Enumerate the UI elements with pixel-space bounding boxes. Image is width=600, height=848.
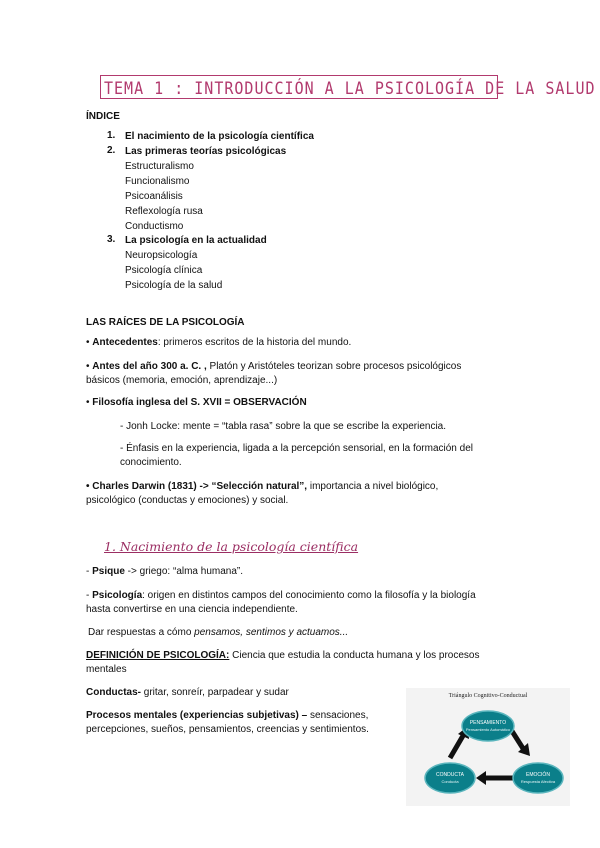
definicion-line [86, 649, 480, 662]
index-item-1: El nacimiento de la psicología científica [125, 131, 314, 142]
node-top [462, 711, 514, 741]
node-left [425, 763, 475, 793]
conductas-text: gritar, sonreír, parpadear y sudar [141, 687, 289, 698]
dar-text: Dar respuestas a cómo [88, 627, 195, 638]
index-sub: Psicoanálisis [125, 191, 183, 202]
procesos-line-2: percepciones, sueños, pensamientos, creencias y sentimientos. [86, 724, 369, 735]
index-item-2: Las primeras teorías psicológicas [125, 146, 287, 157]
index-sub: Conductismo [125, 221, 184, 232]
antecedentes-line: • Antecedentes: primeros escritos de la historia del mundo. [86, 337, 352, 348]
index-heading: ÍNDICE [86, 111, 120, 122]
procesos-text: sensaciones, [307, 710, 369, 721]
arrow-left-top [450, 734, 464, 758]
node-top-label: PENSAMIENTO [469, 720, 507, 726]
filosofia-term: Filosofía inglesa del S. XVII = OBSERVACIÓN [92, 397, 307, 408]
psicologia-text: : origen en distintos campos del conocimiento como la filosofía y la biología [142, 590, 476, 601]
index-item-3: La psicología en la actualidad [125, 235, 267, 246]
node-left-label: CONDUCTA [436, 772, 464, 778]
psique-line: - Psique -> griego: “alma humana”. [86, 566, 244, 577]
index-num-2: 2. [107, 145, 116, 156]
psicologia-line: - Psicología: origen en distintos campos del conocimiento como la filosofía y la biología [86, 590, 476, 601]
psicologia-line-2: hasta convertirse en una ciencia independiente. [86, 604, 298, 615]
darwin-text: importancia a nivel biológico, [307, 481, 439, 492]
filosofia-line: • Filosofía inglesa del S. XVII = OBSERVACIÓN [86, 397, 307, 408]
conductas-term: Conductas- [86, 687, 141, 698]
index-sub: Psicología de la salud [125, 280, 223, 291]
index-num-3: 3. [107, 234, 116, 245]
index-sub: Funcionalismo [125, 176, 190, 187]
darwin-term: • Charles Darwin (1831) -> “Selección natural”, [86, 481, 308, 492]
enfasis-line: - Énfasis en la experiencia, ligada a la percepción sensorial, en la formación del [120, 443, 473, 454]
enfasis-line-2: conocimiento. [120, 457, 182, 468]
index-sub: Neuropsicología [125, 250, 198, 261]
psique-term: Psique [92, 566, 125, 577]
cognitive-triangle-figure [406, 688, 570, 806]
darwin-line-2: psicológico (conductas y emociones) y social. [86, 495, 289, 506]
diagram-title: Triángulo Cognitivo-Conductual [448, 693, 528, 699]
node-left-sublabel: Conducta [441, 779, 459, 784]
conductas-line [86, 686, 289, 699]
roots-heading: LAS RAÍCES DE LA PSICOLOGÍA [86, 317, 245, 328]
dar-italic: pensamos, sentimos y actuamos... [194, 627, 349, 638]
page-title: TEMA 1 : INTRODUCCIÓN A LA PSICOLOGÍA DE LA SALUD [104, 78, 596, 99]
definicion-term: DEFINICIÓN DE PSICOLOGÍA: [86, 650, 230, 661]
psique-text: -> griego: “alma humana”. [124, 566, 244, 577]
antes-line: • Antes del año 300 a. C. , Platón y Aristóteles teorizan sobre procesos psicológicos [86, 361, 462, 372]
darwin-line [86, 480, 438, 493]
procesos-term: Procesos mentales (experiencias subjetivas) – [86, 710, 308, 721]
procesos-line [86, 709, 368, 722]
definicion-line-2: mentales [86, 664, 127, 675]
arrow-head-left [476, 771, 486, 785]
node-right-label: EMOCIÓN [526, 772, 550, 778]
node-top-sublabel: Pensamiento Automático [465, 727, 511, 732]
node-right [513, 763, 563, 793]
section-heading: 1. Nacimiento de la psicología científica [104, 539, 359, 554]
antes-text: Platón y Aristóteles teorizan sobre procesos psicológicos [206, 361, 462, 372]
index-num-1: 1. [107, 130, 116, 141]
index-sub: Reflexología rusa [125, 206, 203, 217]
node-right-sublabel: Respuesta Afectiva [520, 779, 556, 784]
locke-line: - Jonh Locke: mente = “tabla rasa” sobre la que se escribe la experiencia. [120, 421, 447, 432]
dar-line [88, 626, 348, 639]
antes-term: Antes del año 300 a. C. , [92, 361, 207, 372]
antecedentes-term: Antecedentes [92, 337, 158, 348]
antes-line-2: básicos (memoria, emoción, aprendizaje...) [86, 375, 278, 386]
index-sub: Estructuralismo [125, 161, 194, 172]
psicologia-term: Psicología [92, 590, 143, 601]
antecedentes-text: : primeros escritos de la historia del mundo. [157, 337, 352, 348]
cognitive-triangle-svg [406, 688, 570, 806]
definicion-text: Ciencia que estudia la conducta humana y los procesos [229, 650, 480, 661]
index-sub: Psicología clínica [125, 265, 203, 276]
